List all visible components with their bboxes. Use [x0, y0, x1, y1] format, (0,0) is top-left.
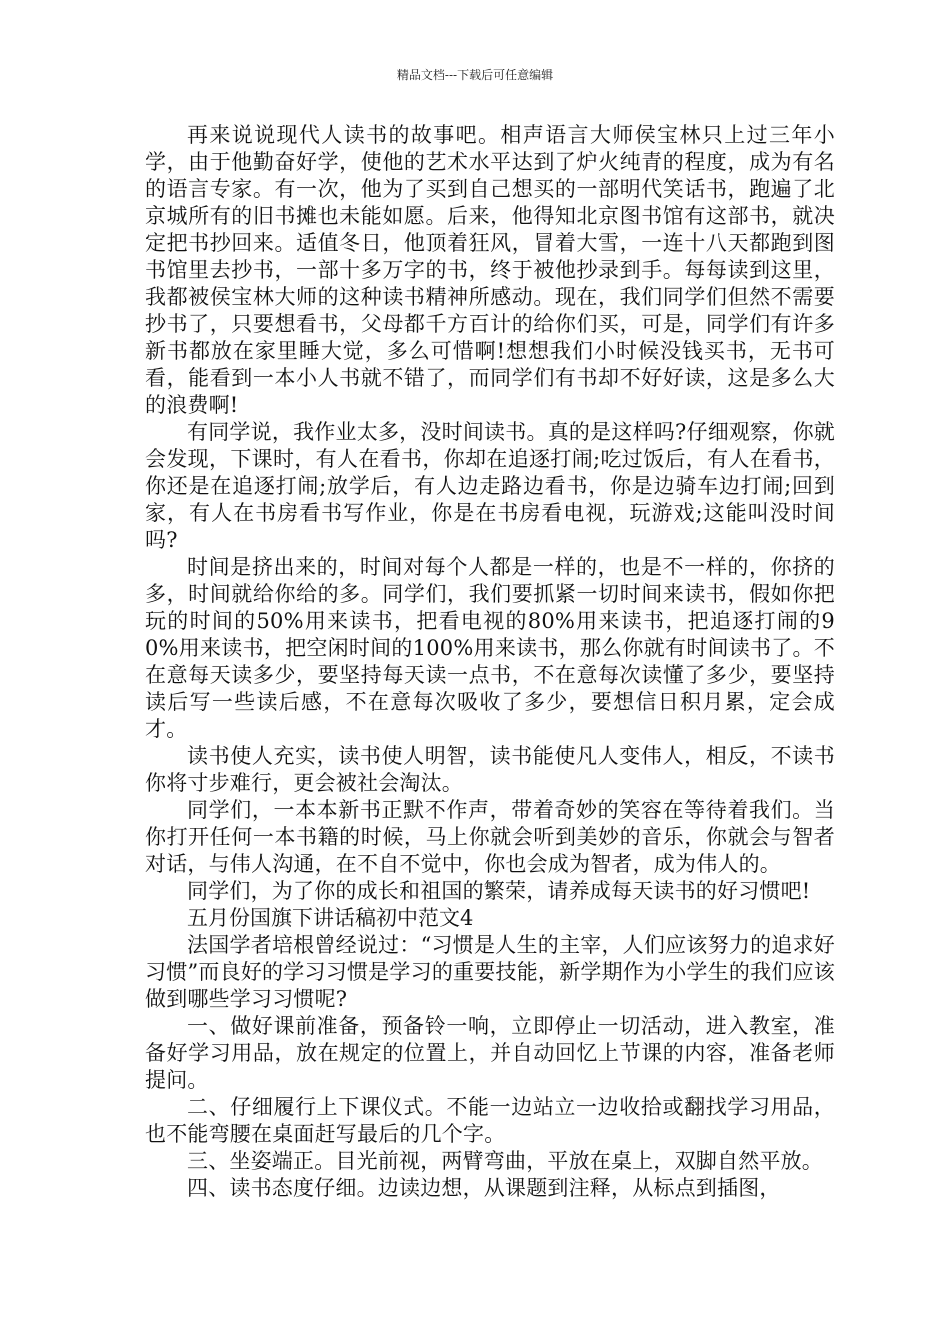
paragraph: 再来说说现代人读书的故事吧。相声语言大师侯宝林只上过三年小学，由于他勤奋好学，使他的艺术水平达到了炉火纯青的程度，成为有名的语言专家。有一次，他为了买到自己想买的一部明代笑话书，跑遍了北京城所有的旧书摊也未能如愿。后来，他得知北京图书馆有这部书，就决定把书抄回来。适值冬日，他顶着狂风，冒着大雪，一连十八天都跑到图书馆里去抄书，一部十多万字的书，终于被他抄录到手。每每读到这里，我都被侯宝林大师的这种读书精神所感动。现在，我们同学们但然不需要抄书了，只要想看书，父母都千方百计的给你们买，可是，同学们有许多新书都放在家里睡大觉，多么可惜啊!想想我们小时候没钱买书，无书可看，能看到一本小人书就不错了，而同学们有书却不好好读，这是多么大的浪费啊! [145, 123, 835, 417]
paragraph: 法国学者培根曾经说过：“习惯是人生的主宰，人们应该努力的追求好习惯”而良好的学习习惯是学习的重要技能，新学期作为小学生的我们应该做到哪些学习习惯呢? [145, 933, 835, 1011]
section-heading: 五月份国旗下讲话稿初中范文4 [187, 906, 474, 930]
paragraph: 同学们，一本本新书正默不作声，带着奇妙的笑容在等待着我们。当你打开任何一本书籍的时候，马上你就会听到美妙的音乐，你就会与智者对话，与伟人沟通，在不自不觉中，你也会成为智者，成为伟人的。 [145, 798, 835, 876]
paragraph: 有同学说，我作业太多，没时间读书。真的是这样吗?仔细观察，你就会发现，下课时，有人在看书，你却在追逐打闹;吃过饭后，有人在看书，你还是在追逐打闹;放学后，有人边走路边看书，你是边骑车边打闹;回到家，有人在书房看书写作业，你是在书房看电视，玩游戏;这能叫没时间吗? [145, 420, 835, 552]
paragraph: 一、做好课前准备，预备铃一响，立即停止一切活动，进入教室，准备好学习用品，放在规定的位置上，并自动回忆上节课的内容，准备老师提问。 [145, 1014, 835, 1092]
page-header: 精品文档---下载后可任意编辑 [396, 68, 554, 82]
document-body [145, 122, 835, 1202]
paragraph: 同学们，为了你的成长和祖国的繁荣，请养成每天读书的好习惯吧! [187, 879, 811, 903]
paragraph: 读书使人充实，读书使人明智，读书能使凡人变伟人，相反，不读书你将寸步难行，更会被社会淘汰。 [145, 744, 835, 795]
paragraph: 四、读书态度仔细。边读边想，从课题到注释，从标点到插图， [187, 1176, 781, 1200]
paragraph: 三、坐姿端正。目光前视，两臂弯曲，平放在桌上，双脚自然平放。 [187, 1149, 823, 1173]
paragraph: 时间是挤出来的，时间对每个人都是一样的，也是不一样的，你挤的多，时间就给你给的多。同学们，我们要抓紧一切时间来读书，假如你把玩的时间的50%用来读书，把看电视的80%用来读书，把追逐打闹的90%用来读书，把空闲时间的100%用来读书，那么你就有时间读书了。不在意每天读多少，要坚持每天读一点书，不在意每次读懂了多少，要坚持读后写一些读后感，不在意每次吸收了多少，要想信日积月累，定会成才。 [145, 555, 835, 741]
paragraph: 二、仔细履行上下课仪式。不能一边站立一边收拾或翻找学习用品，也不能弯腰在桌面赶写最后的几个字。 [145, 1095, 835, 1146]
